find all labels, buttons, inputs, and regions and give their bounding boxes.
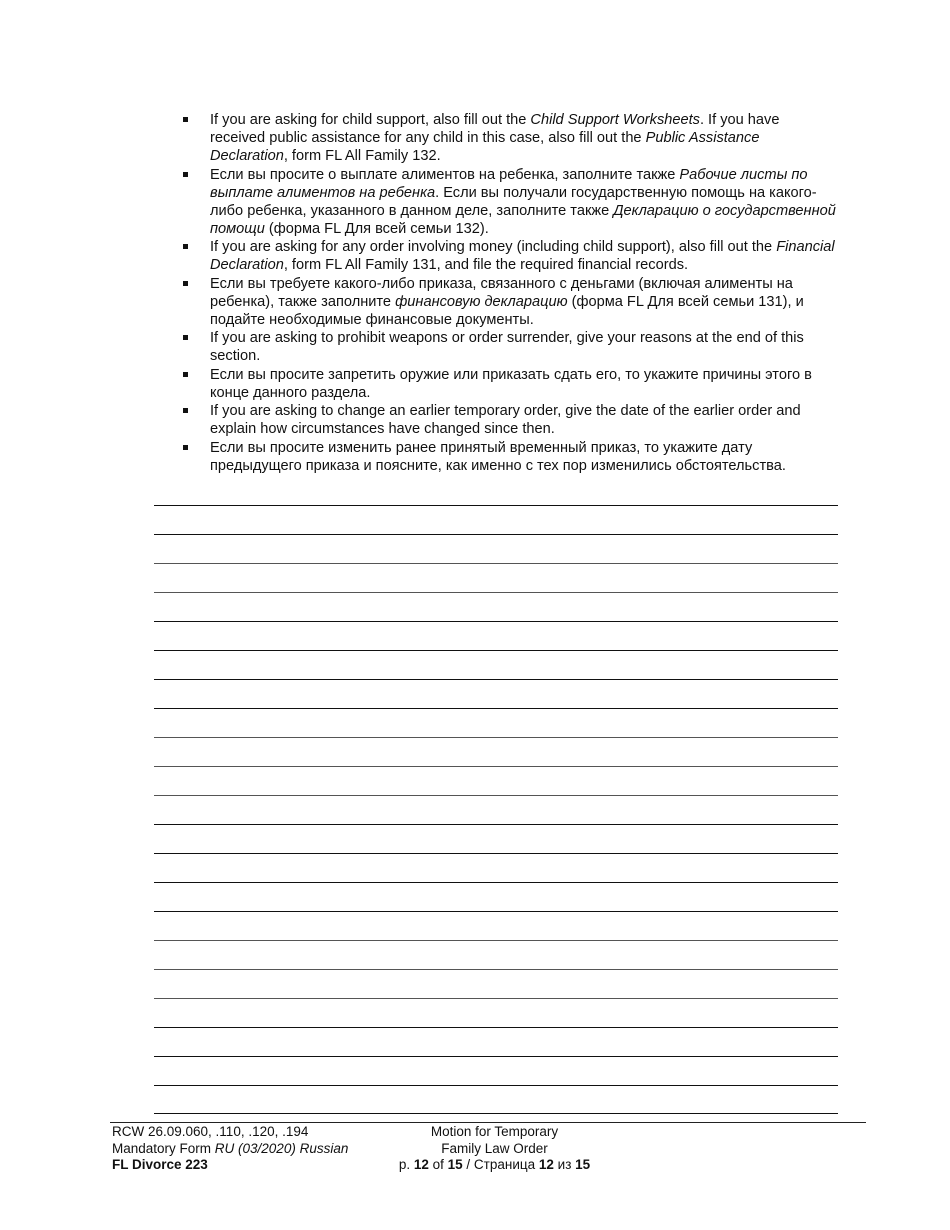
text: , form FL All Family 131, and file the required financial records. bbox=[283, 257, 689, 273]
text: . Если вы получали государственную помощь на какого-либо ребенка, указанного в данном деле, заполните также bbox=[210, 184, 817, 219]
footer-divider bbox=[110, 1122, 866, 1123]
text: , form FL All Family 132. bbox=[283, 148, 441, 164]
writing-line[interactable] bbox=[154, 737, 838, 738]
text: If you are asking for any order involving money (including child support), also fill out the bbox=[210, 239, 777, 255]
bullet-weapons-ru bbox=[183, 366, 838, 402]
text: Если вы требуете какого-либо приказа, связанного с деньгами (включая алименты на ребенка), также заполните bbox=[210, 275, 793, 310]
writing-line[interactable] bbox=[154, 795, 838, 796]
square-bullet-icon bbox=[183, 372, 188, 377]
page-number: p. 12 of 15 / Страница 12 из 15 bbox=[398, 1157, 591, 1172]
bullet-change-order-ru bbox=[183, 439, 838, 475]
bullet-change-order-en bbox=[183, 402, 838, 438]
text: If you are asking to prohibit weapons or order surrender, give your reasons at the end of this section. bbox=[210, 330, 804, 364]
writing-line[interactable] bbox=[154, 534, 838, 535]
square-bullet-icon bbox=[183, 244, 188, 249]
text: If you are asking to change an earlier temporary order, give the date of the earlier order and explain how circumstances have changed since then. bbox=[210, 403, 801, 437]
form-id: FL Divorce 223 bbox=[112, 1157, 208, 1172]
text: Если вы просите о выплате алиментов на ребенка, заполните также bbox=[210, 166, 680, 183]
form-name: Financial Declaration bbox=[210, 239, 835, 273]
footer-form-info bbox=[112, 1124, 348, 1174]
writing-line[interactable] bbox=[154, 1027, 838, 1028]
footer-title-block bbox=[372, 1124, 617, 1174]
bullet-weapons-en bbox=[183, 329, 838, 365]
writing-line[interactable] bbox=[154, 969, 838, 970]
form-title-line1: Motion for Temporary bbox=[430, 1124, 559, 1139]
form-name: Public Assistance Declaration bbox=[210, 130, 760, 164]
bullet-child-support-en bbox=[183, 111, 838, 165]
rcw-citation: RCW 26.09.060, .110, .120, .194 bbox=[112, 1124, 309, 1139]
text: (форма FL Для всей семьи 132). bbox=[264, 220, 489, 237]
form-name: Рабочие листы по выплате алиментов на ребенка bbox=[210, 166, 808, 201]
writing-line[interactable] bbox=[154, 679, 838, 680]
bullet-child-support-ru bbox=[183, 166, 838, 238]
form-name: финансовую декларацию bbox=[395, 293, 568, 310]
bullet-financial-en bbox=[183, 238, 838, 274]
writing-line[interactable] bbox=[154, 1056, 838, 1057]
square-bullet-icon bbox=[183, 408, 188, 413]
writing-line[interactable] bbox=[154, 940, 838, 941]
mandatory-form-line: Mandatory Form RU (03/2020) Russian bbox=[112, 1140, 349, 1156]
writing-lines-area[interactable] bbox=[154, 505, 838, 1115]
form-name: Декларацию о государственной помощи bbox=[210, 202, 836, 237]
writing-line[interactable] bbox=[154, 853, 838, 854]
text: Если вы просите изменить ранее принятый временный приказ, то укажите дату предыдущего приказа и поясните, как именно с тех пор изменились обстоятельства. bbox=[210, 439, 786, 474]
square-bullet-icon bbox=[183, 172, 188, 177]
square-bullet-icon bbox=[183, 117, 188, 122]
writing-line[interactable] bbox=[154, 824, 838, 825]
writing-line[interactable] bbox=[154, 766, 838, 767]
instruction-bullet-list bbox=[183, 111, 838, 475]
writing-line[interactable] bbox=[154, 1113, 838, 1114]
writing-line[interactable] bbox=[154, 1085, 838, 1086]
writing-line[interactable] bbox=[154, 621, 838, 622]
writing-line[interactable] bbox=[154, 563, 838, 564]
text: (форма FL Для всей семьи 131), и подайте необходимые финансовые документы. bbox=[210, 293, 804, 328]
bullet-financial-ru bbox=[183, 275, 838, 329]
text: If you are asking for child support, also fill out the bbox=[210, 112, 531, 128]
text: . If you have received public assistance for any child in this case, also fill out the bbox=[210, 112, 780, 146]
text: Если вы просите запретить оружие или приказать сдать его, то укажите причины этого в конце данного раздела. bbox=[210, 366, 812, 401]
writing-line[interactable] bbox=[154, 592, 838, 593]
form-name: Child Support Worksheets bbox=[530, 112, 700, 128]
writing-line[interactable] bbox=[154, 650, 838, 651]
writing-line[interactable] bbox=[154, 505, 838, 506]
form-title-line2: Family Law Order bbox=[441, 1140, 548, 1156]
square-bullet-icon bbox=[183, 281, 188, 286]
writing-line[interactable] bbox=[154, 882, 838, 883]
writing-line[interactable] bbox=[154, 911, 838, 912]
square-bullet-icon bbox=[183, 445, 188, 450]
square-bullet-icon bbox=[183, 335, 188, 340]
writing-line[interactable] bbox=[154, 708, 838, 709]
writing-line[interactable] bbox=[154, 998, 838, 999]
